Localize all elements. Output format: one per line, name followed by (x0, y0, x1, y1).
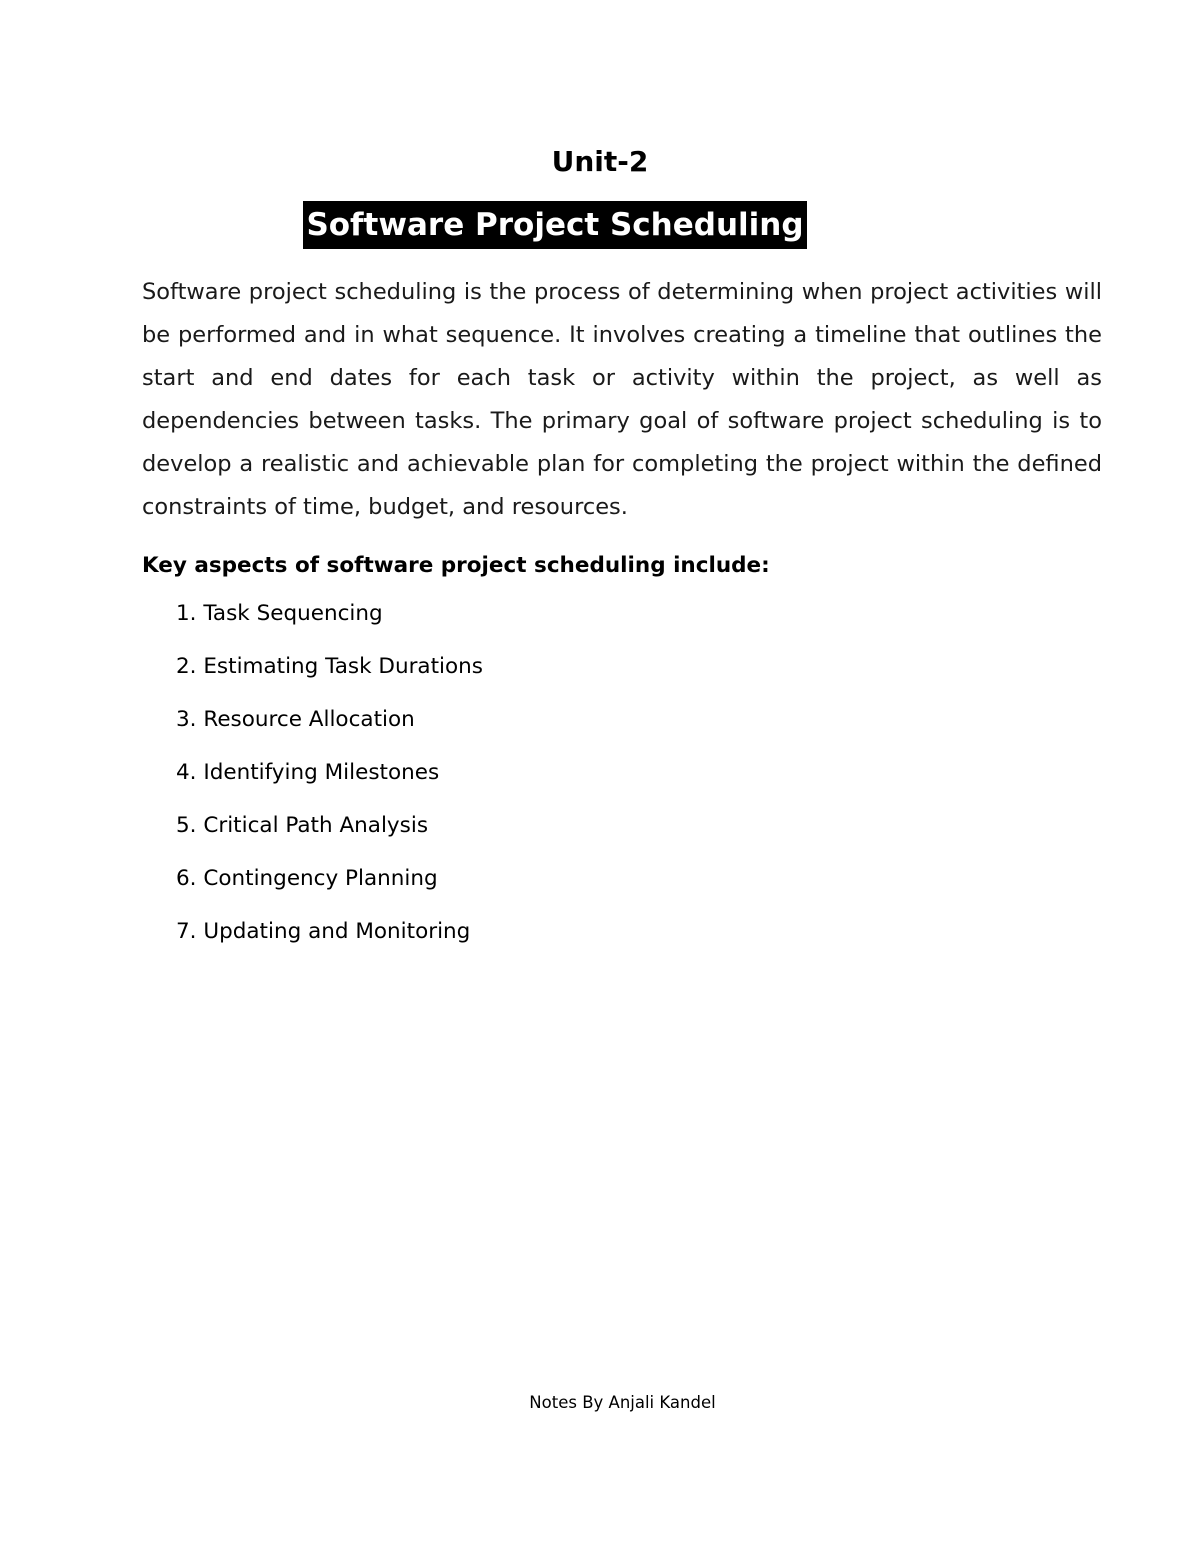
key-aspects-list (176, 596, 483, 967)
page-title: Software Project Scheduling (303, 201, 806, 249)
list-item: 3. Resource Allocation (176, 707, 415, 732)
list-item: 7. Updating and Monitoring (176, 919, 471, 944)
page-title-wrapper (0, 201, 1110, 249)
list-item: 4. Identifying Milestones (176, 760, 440, 785)
unit-title: Unit-2 (551, 145, 649, 178)
intro-paragraph: Software project scheduling is the process of determining when project activities will be performed and in what sequence. It involves creating a timeline that outlines the start and end dates for each task or activity within the project, as well as dependencies between tasks. The primary goal of software project scheduling is to develop a realistic and achievable plan for completing the project within the defined constraints of time, budget, and resources. (142, 279, 1102, 520)
page-footer: Notes By Anjali Kandel (529, 1393, 716, 1412)
key-aspects-heading: Key aspects of software project scheduling include: (142, 553, 770, 578)
list-item: 6. Contingency Planning (176, 866, 438, 891)
list-item: 5. Critical Path Analysis (176, 813, 429, 838)
list-item: 1. Task Sequencing (176, 601, 383, 626)
list-item: 2. Estimating Task Durations (176, 654, 483, 679)
